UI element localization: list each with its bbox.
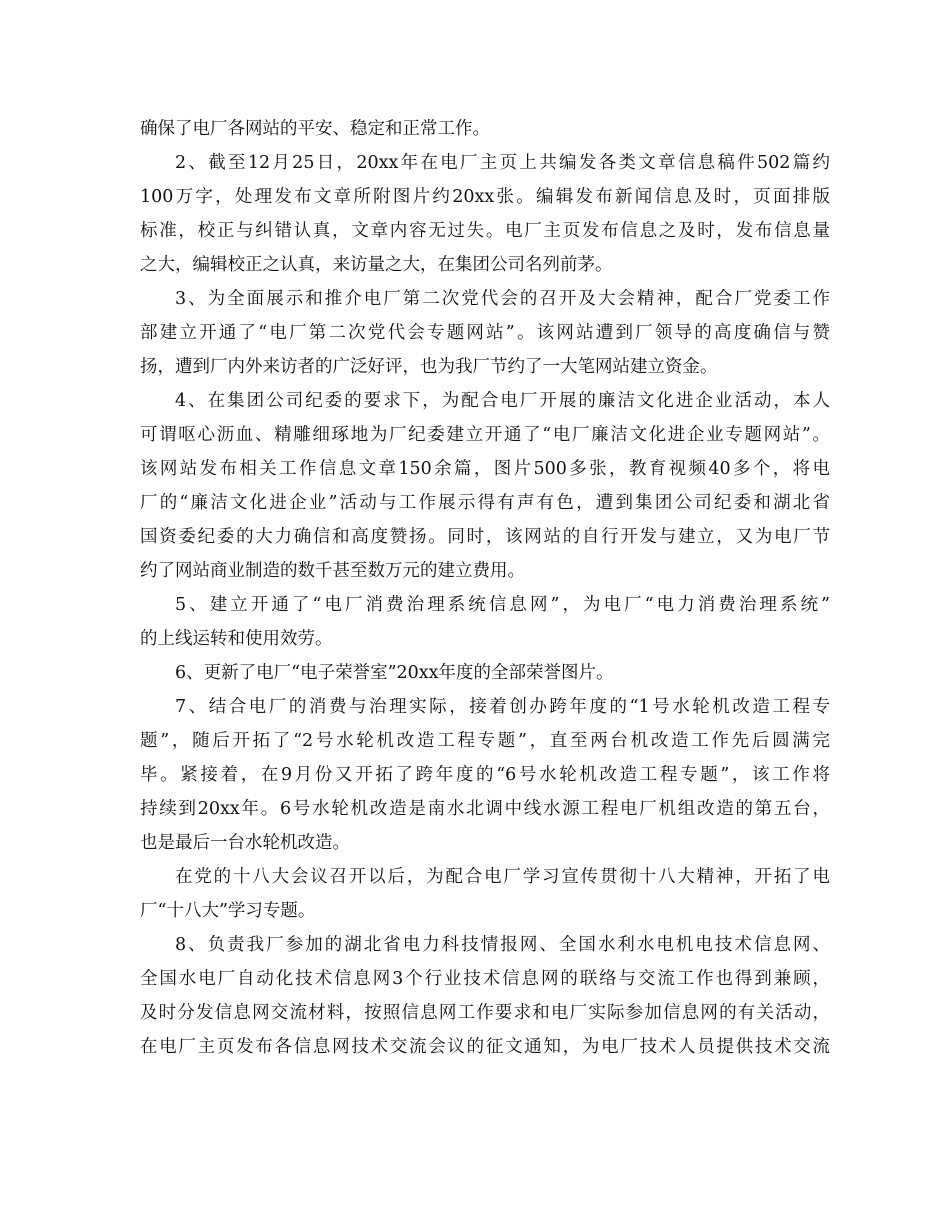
text-line: 及时分发信息网交流材料，按照信息网工作要求和电厂实际参加信息网的有关活动， [140, 1003, 830, 1023]
document-body [140, 112, 830, 1064]
text-line: 该网站发布相关工作信息文章150余篇，图片500多张，教育视频40多个，将电 [140, 459, 830, 479]
text-line: 题”，随后开拓了“2号水轮机改造工程专题”，直至两台机改造工作先后圆满完 [140, 731, 830, 751]
text-line: 100万字，处理发布文章所附图片约20xx张。编辑发布新闻信息及时，页面排版 [140, 187, 830, 207]
text-line: 部建立开通了“电厂第二次党代会专题网站”。该网站遭到厂领导的高度确信与赞 [140, 323, 830, 343]
text-line: 约了网站商业制造的数千甚至数万元的建立费用。 [140, 561, 525, 581]
text-line: 毕。紧接着，在9月份又开拓了跨年度的“6号水轮机改造工程专题”，该工作将 [140, 765, 830, 785]
text-line: 7、结合电厂的消费与治理实际，接着创办跨年度的“1号水轮机改造工程专 [175, 697, 830, 717]
text-line: 4、在集团公司纪委的要求下，为配合电厂开展的廉洁文化进企业活动，本人 [175, 391, 830, 411]
text-line: 可谓呕心沥血、精雕细琢地为厂纪委建立开通了“电厂廉洁文化进企业专题网站”。 [140, 425, 830, 445]
text-line: 持续到20xx年。6号水轮机改造是南水北调中线水源工程电厂机组改造的第五台， [140, 799, 830, 819]
text-line: 6、更新了电厂“电子荣誉室”20xx年度的全部荣誉图片。 [175, 663, 614, 683]
text-line: 之大，编辑校正之认真，来访量之大，在集团公司名列前茅。 [140, 255, 613, 275]
text-line: 在党的十八大会议召开以后，为配合电厂学习宣传贯彻十八大精神，开拓了电 [175, 867, 830, 887]
text-line: 的上线运转和使用效劳。 [140, 629, 333, 649]
text-line: 也是最后一台水轮机改造。 [140, 833, 350, 853]
text-line: 在电厂主页发布各信息网技术交流会议的征文通知，为电厂技术人员提供技术交流 [140, 1037, 830, 1057]
text-line: 8、负责我厂参加的湖北省电力科技情报网、全国水利水电机电技术信息网、 [175, 935, 830, 955]
text-line: 扬，遭到厂内外来访者的广泛好评，也为我厂节约了一大笔网站建立资金。 [140, 357, 718, 377]
text-line: 厂的“廉洁文化进企业”活动与工作展示得有声有色，遭到集团公司纪委和湖北省 [140, 493, 830, 513]
text-line: 5、建立开通了“电厂消费治理系统信息网”，为电厂“电力消费治理系统” [175, 595, 830, 615]
text-line: 2、截至12月25日，20xx年在电厂主页上共编发各类文章信息稿件502篇约 [175, 153, 830, 173]
text-line: 确保了电厂各网站的平安、稳定和正常工作。 [140, 119, 490, 139]
text-line: 全国水电厂自动化技术信息网3个行业技术信息网的联络与交流工作也得到兼顾， [140, 969, 830, 989]
text-line: 国资委纪委的大力确信和高度赞扬。同时，该网站的自行开发与建立，又为电厂节 [140, 527, 830, 547]
text-line: 3、为全面展示和推介电厂第二次党代会的召开及大会精神，配合厂党委工作 [175, 289, 830, 309]
text-line: 标准，校正与纠错认真，文章内容无过失。电厂主页发布信息之及时，发布信息量 [140, 221, 830, 241]
text-line: 厂“十八大”学习专题。 [140, 901, 316, 921]
